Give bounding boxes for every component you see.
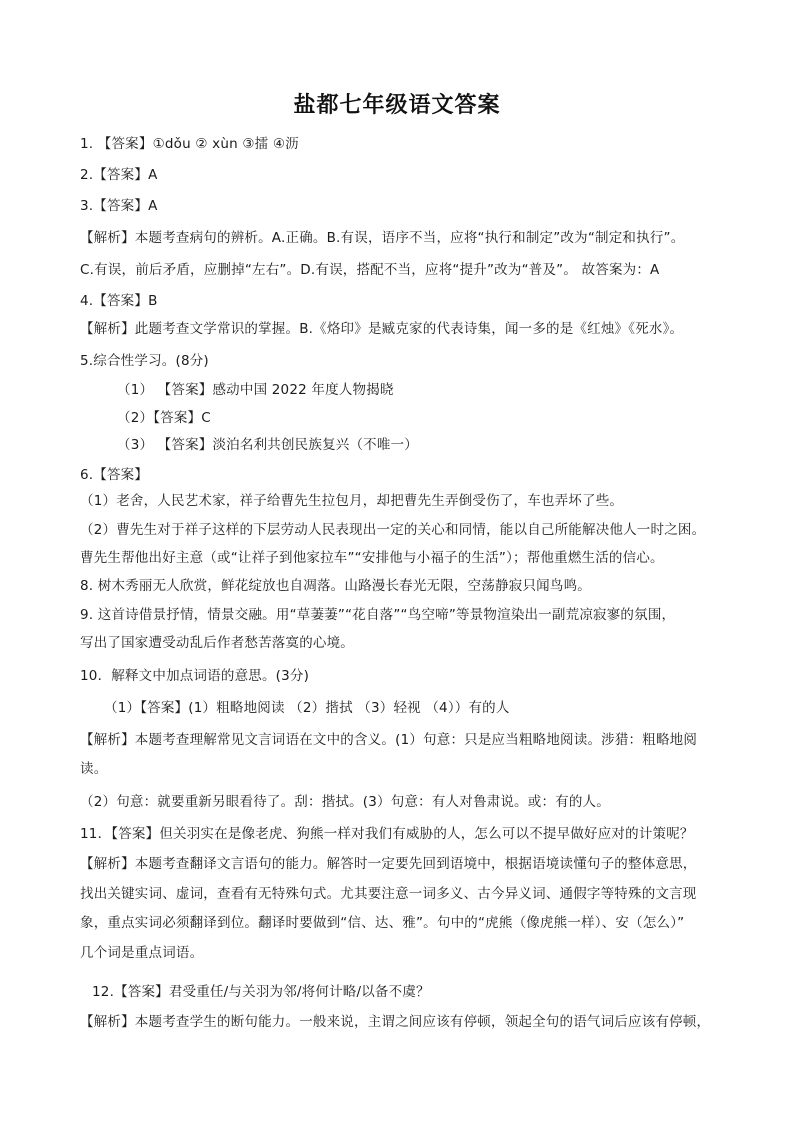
answer-q12: 12.【答案】君受重任/与关羽为邻/将何计略/以备不虞？ <box>92 984 430 1000</box>
analysis-q11-line1: 【解析】本题考查翻译文言语句的能力。解答时一定要先回到语境中，根据语境读懂句子的整体意思， <box>80 856 697 872</box>
answer-q9-line2: 写出了国家遭受动乱后作者愁苦落寞的心境。 <box>80 635 354 651</box>
analysis-q11-line3: 象，重点实词必须翻译到位。翻译时要做到“信、达、雅”。句中的“虎熊（像虎熊一样）、安（怎么）” <box>80 915 685 931</box>
answer-q6-2-line2: 曹先生帮他出好主意（或“让祥子到他家拉车”“安排他与小福子的生活”）；帮他重燃生活的信心。 <box>80 550 664 566</box>
answer-q6-2-line1: （2）曹先生对于祥子这样的下层劳动人民表现出一定的关心和同情，能以自己所能解决他人一时之困。 <box>80 522 706 538</box>
answer-q11: 11．【答案】但关羽实在是像老虎、狗熊一样对我们有威胁的人，怎么可以不提早做好应对的计策呢？ <box>80 826 694 842</box>
answer-q10: （1）【答案】(1）粗略地阅读 （2）揩拭 （3）轻视 （4））有的人 <box>104 700 510 716</box>
analysis-q12: 【解析】本题考查学生的断句能力。一般来说，主谓之间应该有停顿，领起全句的语气词后应该有停顿， <box>80 1014 711 1030</box>
question-q5: 5.综合性学习。(8分) <box>80 353 209 369</box>
question-q10: 10．解释文中加点词语的意思。(3分) <box>80 668 310 684</box>
answer-q5-3: （3） 【答案】淡泊名利共创民族复兴（不唯一） <box>117 437 418 453</box>
answer-q2: 2.【答案】A <box>80 167 158 183</box>
answer-q9-line1: 9. 这首诗借景抒情，情景交融。用“草萋萋”“花自落”“鸟空啼”等景物渲染出一副荒凉寂寥的氛围， <box>80 607 676 623</box>
answer-q6-header: 6.【答案】 <box>80 467 149 483</box>
analysis-q10-line3: （2）句意：就要重新另眼看待了。刮：揩拭。(3）句意：有人对鲁肃说。或：有的人。 <box>80 794 610 810</box>
answer-q5-2: （2）【答案】C <box>117 410 211 426</box>
answer-q1: 1. 【答案】①dǒu ② xùn ③擂 ④沥 <box>80 136 299 152</box>
answer-q8: 8. 树木秀丽无人欣赏，鲜花绽放也自凋落。山路漫长春光无限，空荡静寂只闻鸟鸣。 <box>80 578 591 594</box>
answer-q6-1: （1）老舍，人民艺术家，祥子给曹先生拉包月，却把曹先生弄倒受伤了，车也弄坏了些。 <box>80 493 624 509</box>
answer-q4: 4.【答案】B <box>80 293 158 309</box>
answer-q3: 3.【答案】A <box>80 198 158 214</box>
analysis-q3-line1: 【解析】本题考查病句的辨析。A.正确。B.有误，语序不当，应将“执行和制定”改为“制定和执行”。 <box>80 230 685 246</box>
analysis-q11-line2: 找出关键实词、虚词，查看有无特殊句式。尤其要注意一词多义、古今异义词、通假字等特殊的文言现 <box>80 886 697 902</box>
analysis-q10-line2: 读。 <box>80 761 108 777</box>
analysis-q11-line4: 几个词是重点词语。 <box>80 945 204 961</box>
analysis-q3-line2: C.有误，前后矛盾，应删掉“左右”。D.有误，搭配不当，应将“提升”改为“普及”。 故答案为：A <box>80 262 660 278</box>
analysis-q4: 【解析】此题考查文学常识的掌握。B.《烙印》是臧克家的代表诗集，闻一多的是《红烛》《死水》。 <box>80 321 684 337</box>
analysis-q10-line1: 【解析】本题考查理解常见文言词语在文中的含义。(1）句意：只是应当粗略地阅读。涉猎：粗略地阅 <box>80 732 698 748</box>
page-title: 盐都七年级语文答案 <box>293 93 501 118</box>
answer-q5-1: （1） 【答案】感动中国 2022 年度人物揭晓 <box>117 382 394 398</box>
